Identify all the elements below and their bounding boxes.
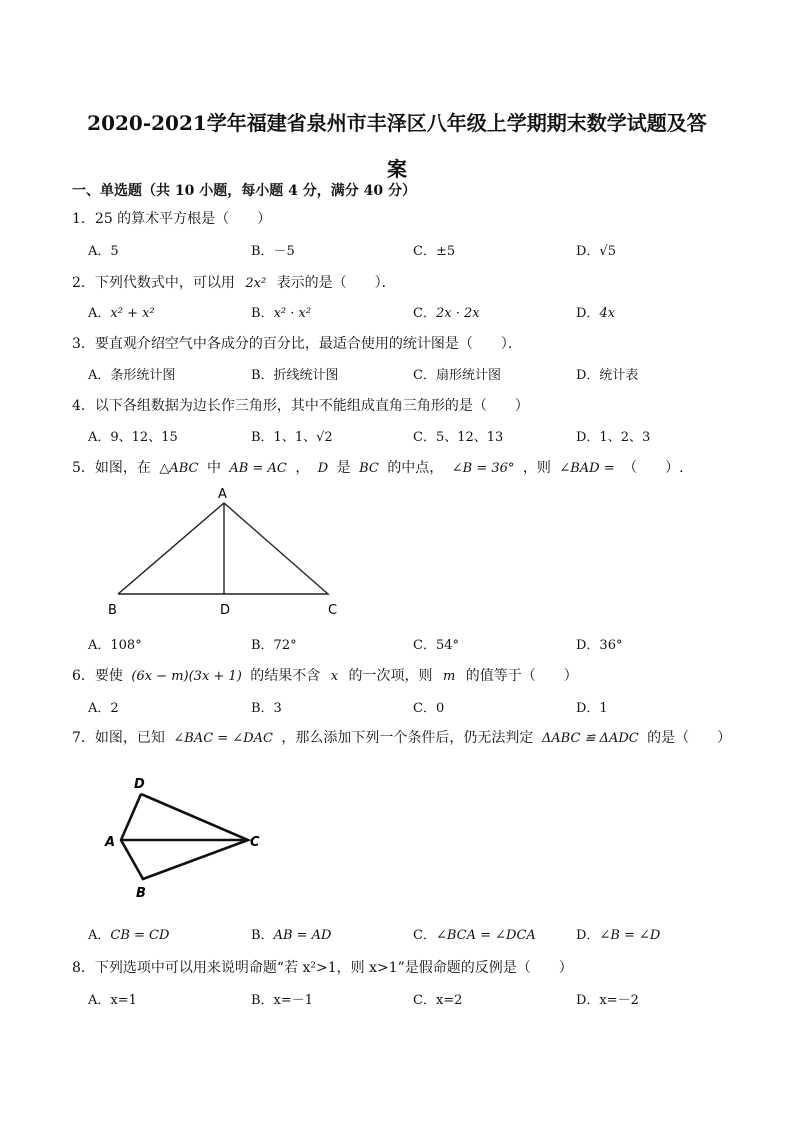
title-line-2: 案	[387, 157, 407, 181]
q3-option-a[interactable]: A．条形统计图	[88, 368, 176, 383]
question-7-options	[88, 924, 738, 946]
q7-option-c[interactable]: C．∠BCA = ∠DCA	[413, 928, 536, 943]
q1-option-a[interactable]: A．5	[88, 244, 119, 259]
label-d: D	[134, 777, 145, 792]
q2-stem-pre: 2．下列代数式中，可以用	[72, 275, 235, 291]
q2-stem-post: 表示的是（ ）．	[276, 275, 396, 291]
q8-option-a[interactable]: A．x=1	[88, 993, 137, 1008]
q5-option-d[interactable]: D．36°	[576, 638, 623, 653]
q5-option-c[interactable]: C．54°	[413, 638, 459, 653]
q7-option-b[interactable]: B．AB = AD	[251, 928, 332, 943]
q5-option-a[interactable]: A．108°	[88, 638, 142, 653]
label-a: A	[218, 487, 227, 502]
question-6-options	[88, 697, 738, 719]
q4-option-b[interactable]: B．1、1、√2	[251, 430, 333, 445]
label-a: A	[105, 835, 116, 850]
q3-option-c[interactable]: C．扇形统计图	[413, 368, 501, 383]
q4-option-d[interactable]: D．1、2、3	[576, 430, 651, 445]
q8-option-b[interactable]: B．x=－1	[251, 993, 314, 1008]
q6-option-c[interactable]: C．0	[413, 701, 445, 716]
q8-option-d[interactable]: D．x=－2	[576, 993, 639, 1008]
q6-option-b[interactable]: B．3	[251, 701, 282, 716]
q1-option-d[interactable]: D．√5	[576, 244, 616, 259]
question-8-options	[88, 989, 738, 1011]
question-8-stem: 8．下列选项中可以用来说明命题“若 x²>1，则 x>1”是假命题的反例是（ ）	[72, 960, 573, 976]
q6-option-d[interactable]: D．1	[576, 701, 608, 716]
q2-option-b[interactable]: B．x² · x²	[251, 306, 312, 321]
q2-option-a[interactable]: A．x² + x²	[88, 306, 155, 321]
q7-option-d[interactable]: D．∠B = ∠D	[576, 928, 661, 943]
label-d: D	[220, 603, 231, 618]
question-3-stem: 3．要直观介绍空气中各成分的百分比，最适合使用的统计图是（ ）．	[72, 336, 522, 352]
q1-option-b[interactable]: B．－5	[251, 244, 295, 259]
q2-stem-math: 2x²	[245, 276, 267, 291]
q8-option-c[interactable]: C．x=2	[413, 993, 463, 1008]
q3-option-b[interactable]: B．折线统计图	[251, 368, 339, 383]
q4-option-a[interactable]: A．9、12、15	[88, 430, 178, 445]
q7-option-a[interactable]: A．CB = CD	[88, 928, 170, 943]
q5-option-b[interactable]: B．72°	[251, 638, 297, 653]
question-6-stem: 6．要使 (6x − m)(3x + 1) 的结果不含 x 的一次项，则 m 的值等于（ ）	[72, 668, 578, 684]
q2-option-d[interactable]: D．4x	[576, 306, 616, 321]
question-4-stem: 4．以下各组数据为边长作三角形，其中不能组成直角三角形的是（ ）	[72, 398, 529, 414]
triangle-abc	[118, 503, 328, 594]
label-b: B	[136, 886, 146, 901]
q4-option-c[interactable]: C．5、12、13	[413, 430, 504, 445]
label-b: B	[108, 603, 117, 618]
q2-option-c[interactable]: C．2x · 2x	[413, 306, 480, 321]
title-line-1: 2020-2021学年福建省泉州市丰泽区八年级上学期期末数学试题及答	[87, 111, 707, 135]
q3-option-d[interactable]: D．统计表	[576, 368, 639, 383]
label-c: C	[328, 603, 338, 618]
label-c: C	[250, 835, 260, 850]
q6-option-a[interactable]: A．2	[88, 701, 119, 716]
question-7-stem: 7．如图，已知 ∠BAC = ∠DAC ，那么添加下列一个条件后，仍无法判定 ΔABC ≌ ΔADC 的是（ ）	[72, 730, 732, 746]
section-heading: 一、单选题（共 10 小题，每小题 4 分，满分 40 分）	[72, 183, 416, 199]
quadrilateral-abcd	[121, 794, 248, 879]
question-1-stem: 1．25 的算术平方根是（ ）	[72, 211, 272, 227]
q1-option-c[interactable]: C．±5	[413, 244, 456, 259]
question-5-stem: 5．如图，在 △ABC 中 AB = AC ， D 是 BC 的中点， ∠B = 36° ，则 ∠BAD = （ ）.	[72, 460, 684, 476]
question-5-options	[88, 634, 738, 656]
